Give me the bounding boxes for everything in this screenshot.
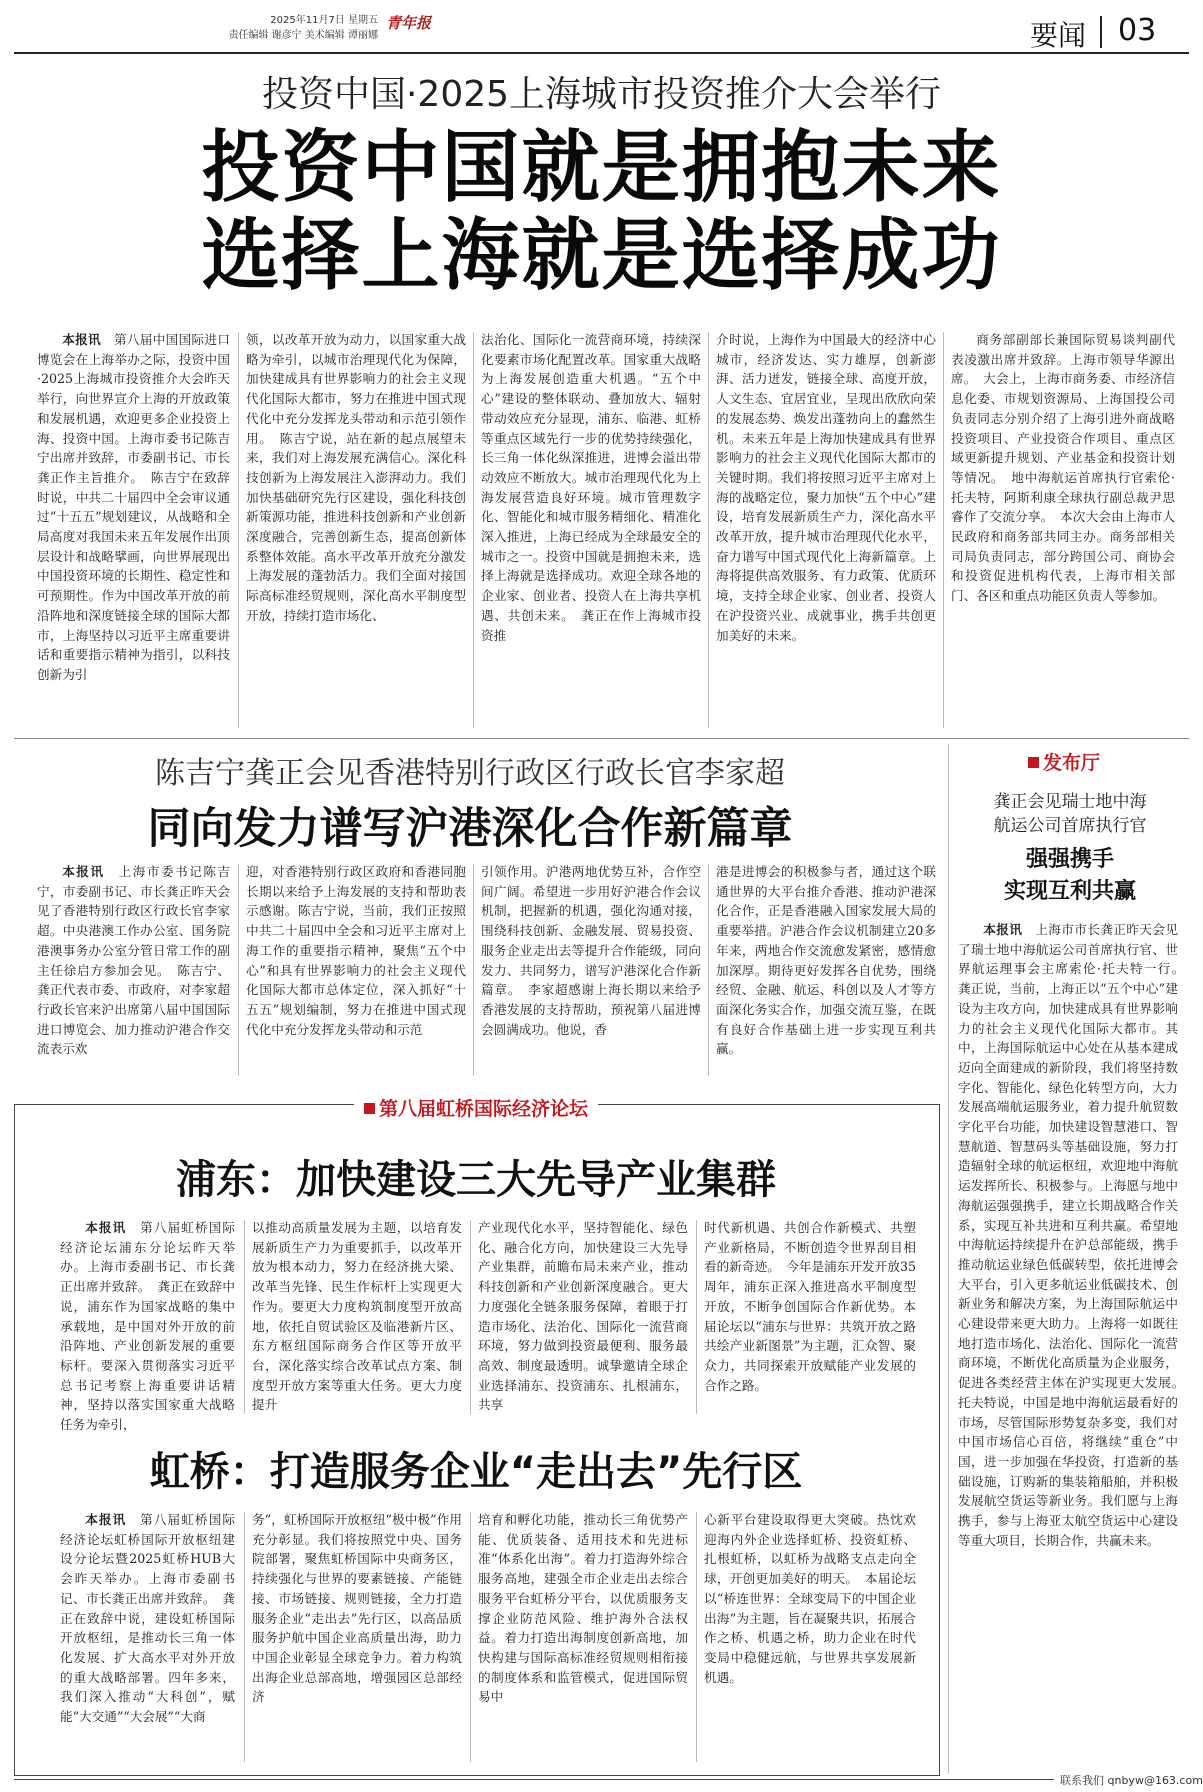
footer-contact: 联系我们 qnbyw@163.com bbox=[1060, 1774, 1203, 1787]
section-divider bbox=[1100, 16, 1102, 48]
column-rule bbox=[238, 332, 239, 728]
lead-headline-line1: 投资中国就是拥抱未来 bbox=[201, 123, 1002, 213]
hongqiao-column-3: 培育和孵化功能，推动长三角优势产能、优质装备、适用技术和先进标准“体系化出海”。着力打造海外综合服务高地，建强全市企业走出去综合服务平台虹桥分平台，以优质服务支撑企业防范风险、维护海外合法权益。着力打造出海制度创新高地，加快构建与国际高标准经贸规则相衔接的制度体系和监管模式，促进国际贸易中 bbox=[478, 1512, 688, 1705]
sidebar-headline-line2: 实现互利共赢 bbox=[1003, 879, 1136, 904]
forum-tag-label: 第八届虹桥国际经济论坛 bbox=[378, 1098, 588, 1120]
sidebar-kicker-line2: 航运公司首席执行官 bbox=[993, 816, 1147, 836]
column-rule bbox=[708, 864, 709, 1076]
lead-column-1-text: 第八届中国国际进口博览会在上海举办之际，投资中国·2025上海城市投资推介大会昨天举行，向世界宣介上海的开放政策和发展机遇，欢迎更多企业投资上海、投资中国。上海市委书记陈吉宁出席并致辞，市委副书记、市长龚正作主旨推介。 陈吉宁在致辞时说，中共二十届四中全会审议通过“十五五”规划建议，从战略和全局高度对我国未来五年发展作出顶层设计和战略擘画，向世界展现出中国投资环境的长期性、稳定性和可预期性。作为中国改革开放的前沿阵地和深度链接全球的国际大都市，上海坚持以习近平主席重要讲话和重要指示精神为指引，以科技创新为引 bbox=[37, 332, 231, 682]
lead-column-3: 法治化、国际化一流营商环境，持续深化要素市场化配置改革。国家重大战略为上海发展创造重大机遇。“五个中心”建设的整体联动、叠加放大、辐射带动效应充分显现，浦东、临港、虹桥等重点区域先行一步的优势持续强化，长三角一体化纵深推进，进博会溢出带动效应不断放大。城市治理现代化为上海发展营造良好环境。城市管理数字化、智能化和城市服务精细化、精准化深入推进，上海已经成为全球最安全的城市之一。投资中国就是拥抱未来，选择上海就是选择成功。欢迎全球各地的企业家、创业者、投资人在上海共享机遇、共创未来。 龚正在作上海城市投资推 bbox=[481, 332, 701, 643]
hongqiao-column-4: 心新平台建设取得更大突破。热忱欢迎海内外企业选择虹桥、投资虹桥、扎根虹桥，以虹桥为战略支点走向全球，开创更加美好的明天。 本届论坛以“桥连世界：全球变局下的中国企业出海”为主题，旨在凝聚共识，拓展合作之桥、机遇之桥，助力企业在时代变局中稳健远航，与世界共享发展新机遇。 bbox=[704, 1512, 916, 1685]
footer-rule bbox=[14, 1779, 1054, 1780]
column-rule bbox=[473, 332, 474, 728]
column-rule bbox=[244, 1220, 245, 1414]
lead-kicker: 投资中国·2025上海城市投资推介大会举行 bbox=[261, 74, 942, 115]
pudong-column-1-text: 第八届虹桥国际经济论坛浦东分论坛昨天举办。上海市委副书记、市长龚正出席并致辞。 龚正在致辞中说，浦东作为国家战略的集中承载地，是中国对外开放的前沿阵地、产业创新发展的重要标杆。要深入贯彻落实习近平总书记考察上海重要讲话精神，坚持以落实国家重大战略任务为牵引， bbox=[60, 1220, 236, 1433]
column-rule bbox=[696, 1220, 697, 1414]
hongqiao-headline: 虹桥：打造服务企业“走出去”先行区 bbox=[149, 1449, 803, 1495]
forum-tag bbox=[0, 1094, 952, 1121]
column-rule bbox=[943, 332, 944, 728]
pudong-column-1 bbox=[60, 1218, 236, 1433]
column-rule bbox=[238, 864, 239, 1076]
sidebar-tag-label: 发布厅 bbox=[1043, 752, 1101, 774]
lead-column-4: 介时说，上海作为中国最大的经济中心城市，经济发达、实力雄厚，创新澎湃、活力迸发，链接全球、高度开放，人文生态、宜居宜业，呈现出欣欣向荣的发展态势、焕发出蓬勃向上的蠢然生机。未来五年是上海加快建成具有世界影响力的社会主义现代化国际大都市的关键时期。我们将按照习近平主席对上海的战略定位，聚力加快“五个中心”建设，培育发展新质生产力，深化高水平改革开放，提升城市治理现代化水平，奋力谱写中国式现代化上海新篇章。上海将提供高效服务、有力政策、优质环境，支持全球企业家、创业者、投资人在沪投资兴业、成就事业，携手共创更加美好的未来。 bbox=[716, 332, 936, 643]
pudong-column-4: 时代新机遇、共创合作新模式、共塑产业新格局，不断创造令世界刮目相看的新奇迹。 今年是浦东开发开放35周年，浦东正深入推进高水平制度型开放，不断争创国际合作新优势。本届论坛以“浦东与世界：共筑开放之路 共绘产业新图景”为主题，汇众智、聚众力，共同探索开放赋能产业发展的合作之路。 bbox=[704, 1220, 916, 1393]
section-rule bbox=[14, 738, 1189, 739]
hk-column-4: 港是进博会的积极参与者，通过这个联通世界的大平台推介香港、推动沪港深化合作，正是香港融入国家发展大局的重要举措。沪港合作会议机制建立20多年来，两地合作交流愈发紧密，感情愈加深厚。期待更好发挥各自优势，围绕经贸、金融、航运、科创以及人才等方面深化务实合作，加强交流互鉴，在既有良好合作基础上进一步实现互利共赢。 bbox=[716, 864, 936, 1057]
sidebar-rule bbox=[948, 744, 949, 1774]
column-rule bbox=[470, 1512, 471, 1762]
column-rule bbox=[708, 332, 709, 728]
hk-column-3: 引领作用。沪港两地优势互补，合作空间广阔。希望进一步用好沪港合作会议机制，把握新的机遇，强化沟通对接，围绕科技创新、金融发展、贸易投资、服务企业走出去等提升合作能级，同向发力、共同努力，谱写沪港深化合作新篇章。 李家超感谢上海长期以来给予香港发展的支持帮助，预祝第八届进博会圆满成功。他说，香 bbox=[481, 864, 701, 1037]
hk-dateline: 本报讯 bbox=[62, 864, 105, 879]
pudong-dateline: 本报讯 bbox=[85, 1220, 127, 1235]
lead-column-2: 领，以改革开放为动力，以国家重大战略为牵引，以城市治理现代化为保障，加快建成具有世界影响力的社会主义现代化国际大都市，努力在推进中国式现代化中充分发挥龙头带动和示范引领作用。 陈吉宁说，站在新的起点展望未来，我们对上海发展充满信心。深化科技创新为上海发展注入澎湃动力。我们加快基础研究先行区建设，强化科技创新策源功能，推进科技创新和产业创新深度融合，完善创新生态，提高创新体系整体效能。高水平改革开放充分激发上海发展的蓬勃活力。我们全面对接国际高标准经贸规则，深化高水平制度型开放，持续打造市场化、 bbox=[246, 332, 466, 623]
sidebar-body-text: 上海市市长龚正昨天会见了瑞士地中海航运公司首席执行官、世界航运理事会主席索伦·托夫特一行。 龚正说，当前，上海正以“五个中心”建设为主攻方向，加快建成具有世界影响力的社会主义现代化国际大都市。其中，上海国际航运中心处在从基本建成迈向全面建成的新阶段，我们将坚持数字化、智能化、绿色化转型方向，大力发展高端航运服务业，着力提升航贸数字化平台功能，加快建设智慧港口、智慧航道、智慧码头等基础设施，努力打造辐射全球的航运枢纽，欢迎地中海航运发挥所长、积极参与。上海愿与地中海航运强强携手，建立长期战略合作关系，实现互补共进和互利共赢。希望地中海航运持续提升在沪总部能级，携手推动航运业绿色低碳转型，依托进博会大平台，引入更多航运业低碳技术、创新业务和解决方案，为上海国际航运中心建设带来更大助力。上海将一如既往地打造市场化、法治化、国际化一流营商环境，不断优化高质量为企业服务，促进各类经营主体在沪实现更大发展。 托夫特说，中国是地中海航运最看好的市场，尽管国际形势复杂多变，我们对中国市场信心百倍，将继续“重仓”中国，进一步加强在华投资，打造新的基础设施，订购新的集装箱船舶，并积极发展航空货运等新业务。我们愿与上海携手，参与上海亚太航空货运中心建设等重大项目，长期合作，共赢未来。 bbox=[958, 922, 1191, 1548]
hongqiao-column-2: 务”，虹桥国际开放枢纽“极中极”作用充分彰显。我们将按照党中央、国务院部署，聚焦虹桥国际中央商务区，持续强化与世界的要素链接、产能链接、市场链接、规则链接，全力打造服务企业“走出去”先行区，以高品质服务护航中国企业高质量出海，助力中国企业彰显全球竞争力。着力构筑出海企业总部高地，增强园区总部经济 bbox=[252, 1512, 462, 1705]
lead-column-5: 商务部副部长兼国际贸易谈判副代表凌激出席并致辞。上海市领导华源出席。 大会上，上海市商务委、市经济信息化委、市规划资源局、上海国投公司负责同志分别介绍了上海引进外商战略投资项目、产业投资合作项目、重点区域更新提升规划、产业基金和投资计划等情况。 地中海航运首席执行官索伦·托夫特，阿斯利康全球执行副总裁尹思睿作了交流分享。 本次大会由上海市人民政府和商务部共同主办。商务部相关司局负责同志，部分跨国公司、商协会和投资促进机构代表，上海市相关部门、各区和重点功能区负责人等参加。 bbox=[951, 332, 1175, 604]
masthead-rule bbox=[14, 52, 1189, 54]
sidebar-dateline: 本报讯 bbox=[983, 922, 1023, 937]
pudong-column-3: 产业现代化水平，坚持智能化、绿色化、融合化方向，加快建设三大先导产业集群，前瞻布局未来产业，推动科技创新和产业创新深度融合。更大力度强化全链条服务保障，着眼于打造市场化、法治化、国际化一流营商环境，努力做到投资最便利、服务最高效、制度最透明。诚挚邀请全球企业选择浦东、投资浦东、扎根浦东，共享 bbox=[478, 1220, 688, 1413]
hk-column-1-text: 上海市委书记陈吉宁，市委副书记、市长龚正昨天会见了香港特别行政区行政长官李家超。中央港澳工作办公室、国务院港澳事务办公室分管日常工作的副主任徐启方参加会见。 陈吉宁、龚正代表市委、市政府，对李家超行政长官来沪出席第八届中国国际进口博览会、加力推动沪港合作交流表示欢 bbox=[37, 864, 231, 1057]
sidebar-kicker-line1: 龚正会见瑞士地中海 bbox=[993, 792, 1147, 812]
column-rule bbox=[696, 1512, 697, 1762]
sidebar-headline-line1: 强强携手 bbox=[1025, 847, 1114, 872]
section-name: 要闻 bbox=[1030, 19, 1087, 52]
square-bullet-icon bbox=[1028, 757, 1039, 768]
hk-column-1 bbox=[37, 862, 230, 1080]
sidebar-tag bbox=[1028, 748, 1100, 775]
lead-dateline: 本报讯 bbox=[62, 332, 101, 347]
forum-tag-wrap bbox=[354, 1098, 598, 1120]
newspaper-logo: 青年报 bbox=[386, 14, 432, 32]
column-rule bbox=[470, 1220, 471, 1414]
hk-kicker: 陈吉宁龚正会见香港特别行政区行政长官李家超 bbox=[155, 756, 785, 791]
hk-column-2: 迎，对香港特别行政区政府和香港同胞长期以来给予上海发展的支持和帮助表示感谢。陈吉宁说，当前，我们正按照中共二十届四中全会和习近平主席对上海工作的重要指示精神，聚焦“五个中心”和具有世界影响力的社会主义现代化国际大都市总体定位，深入抓好“十五五”规划编制，努力在推进中国式现代化中充分发挥龙头带动和示范 bbox=[246, 864, 466, 1037]
column-rule bbox=[244, 1512, 245, 1762]
page-number: 03 bbox=[1118, 13, 1157, 48]
pudong-headline: 浦东：加快建设三大先导产业集群 bbox=[176, 1157, 776, 1203]
hongqiao-column-1-text: 第八届虹桥国际经济论坛虹桥国际开放枢纽建设分论坛暨2025虹桥HUB大会昨天举办。上海市委副书记、市长龚正出席并致辞。 龚正在致辞中说，建设虹桥国际开放枢纽，是推动长三角一体化发展、扩大高水平对外开放的重大战略部署。四年多来，我们深入推动“大科创”，赋能“大交通”“大会展”“大商 bbox=[60, 1512, 236, 1725]
sidebar-body bbox=[958, 920, 1191, 1772]
lead-headline-line2: 选择上海就是选择成功 bbox=[201, 211, 1002, 301]
hk-headline: 同向发力谱写沪港深化合作新篇章 bbox=[147, 804, 793, 854]
hongqiao-column-1 bbox=[60, 1510, 235, 1770]
square-bullet-icon bbox=[364, 1103, 375, 1114]
column-rule bbox=[473, 864, 474, 1076]
editor-credits: 责任编辑 谢彦宁 美术编辑 谭丽娜 bbox=[228, 30, 378, 41]
pudong-column-2: 以推动高质量发展为主题，以培育发展新质生产力为重要抓手，以改革开放为根本动力，努力在经济挑大梁、改革当先锋、民生作标杆上实现更大作为。要更大力度构筑制度型开放高地，依托自贸试验区及临港新片区、东方枢纽国际商务合作区等开放平台，深化落实综合改革试点方案、制度型开放方案等重大任务。更大力度提升 bbox=[252, 1220, 462, 1413]
hongqiao-dateline: 本报讯 bbox=[85, 1512, 127, 1527]
lead-column-1 bbox=[37, 330, 230, 732]
issue-date: 2025年11月7日 星期五 bbox=[270, 15, 378, 26]
